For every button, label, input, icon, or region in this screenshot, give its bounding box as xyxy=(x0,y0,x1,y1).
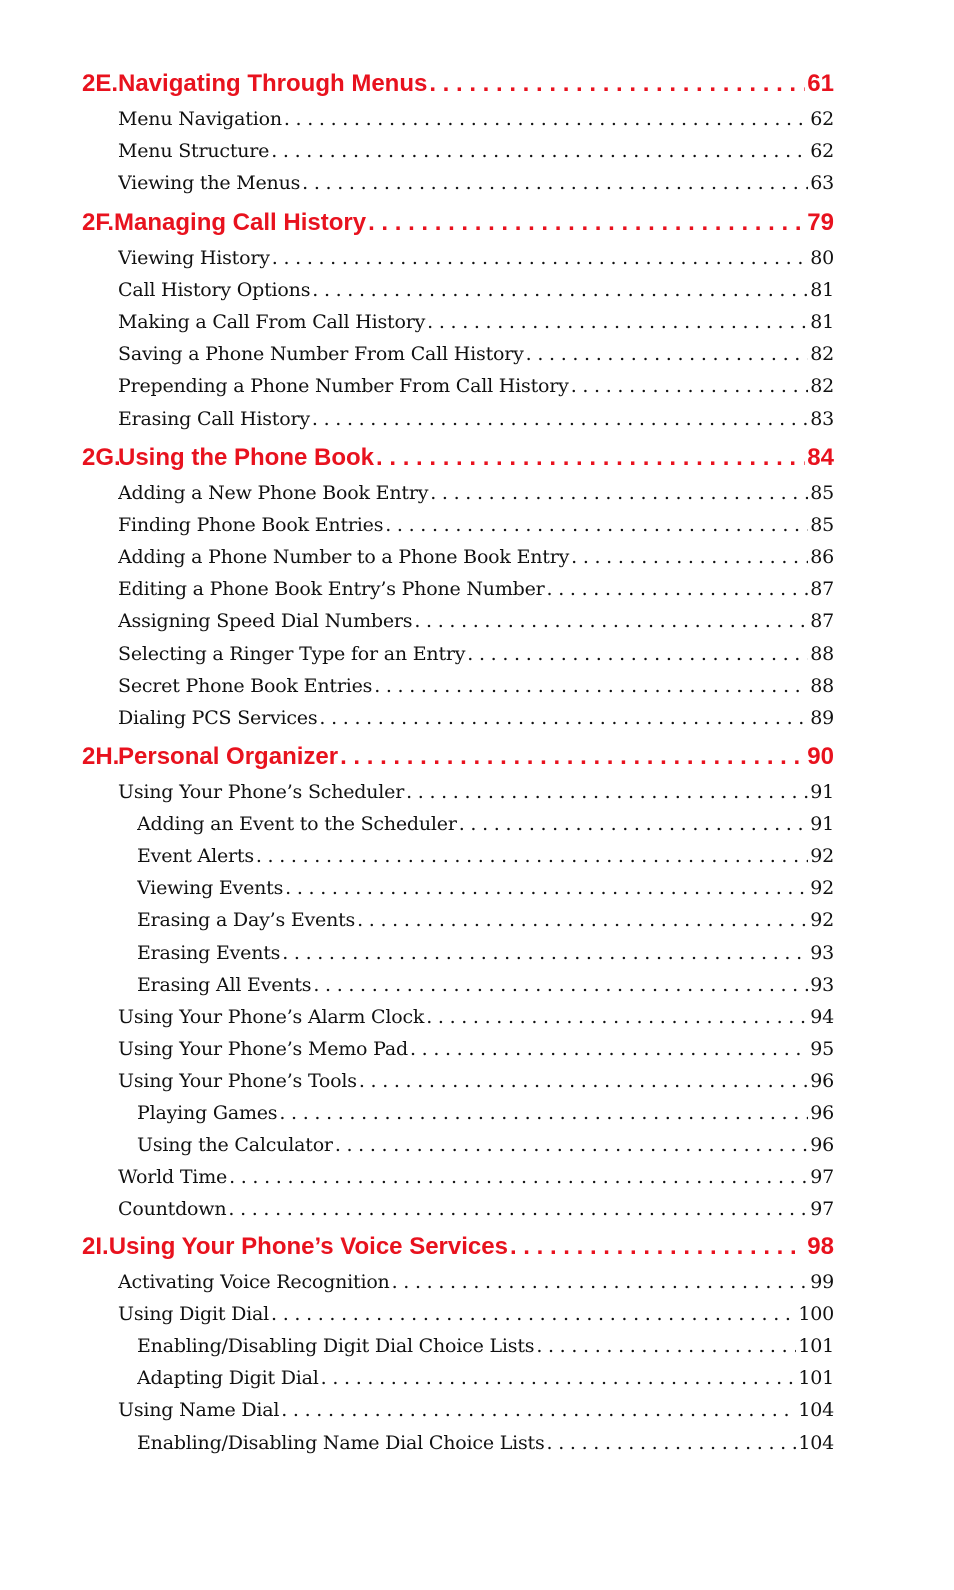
toc-entry[interactable] xyxy=(118,1006,834,1028)
toc-entry[interactable] xyxy=(118,172,834,194)
toc-entry[interactable] xyxy=(137,974,834,996)
section-heading[interactable] xyxy=(82,209,834,237)
entry-title: Adding a Phone Number to a Phone Book Entry xyxy=(118,546,570,569)
entry-title: World Time xyxy=(118,1166,228,1189)
entry-page-number: 88 xyxy=(810,642,834,665)
entry-page-number: 96 xyxy=(810,1069,834,1092)
dot-leader xyxy=(467,643,808,665)
entry-title: Editing a Phone Book Entry’s Phone Number xyxy=(118,578,545,601)
dot-leader xyxy=(319,707,808,729)
section-number: 2E. xyxy=(82,70,119,97)
entry-page-number: 93 xyxy=(810,941,834,964)
entry-title: Selecting a Ringer Type for an Entry xyxy=(118,642,466,665)
toc-entry[interactable] xyxy=(137,1134,834,1156)
section-heading[interactable] xyxy=(82,444,834,472)
toc-entry[interactable] xyxy=(118,707,834,729)
dot-leader xyxy=(228,1198,808,1220)
dot-leader xyxy=(368,209,805,237)
entry-title: Saving a Phone Number From Call History xyxy=(118,343,524,366)
entry-page-number: 101 xyxy=(798,1335,834,1358)
entry-title: Using Name Dial xyxy=(118,1399,280,1422)
toc-entry[interactable] xyxy=(137,877,834,899)
entry-page-number: 85 xyxy=(810,514,834,537)
entry-title: Adding a New Phone Book Entry xyxy=(118,482,429,504)
entry-title: Call History Options xyxy=(118,279,311,302)
entry-page-number: 82 xyxy=(810,375,834,398)
entry-page-number: 96 xyxy=(810,1102,834,1124)
entry-page-number: 96 xyxy=(810,1134,834,1157)
dot-leader xyxy=(414,610,808,632)
entry-title: Using the Calculator xyxy=(137,1134,333,1157)
dot-leader xyxy=(359,1070,808,1092)
section-title: Personal Organizer xyxy=(118,743,339,770)
toc-entry[interactable] xyxy=(118,514,834,536)
entry-title: Playing Games xyxy=(137,1102,278,1124)
toc-entry[interactable] xyxy=(118,311,834,333)
entry-page-number: 62 xyxy=(810,108,834,130)
entry-title: Adapting Digit Dial xyxy=(137,1367,319,1390)
entry-page-number: 97 xyxy=(810,1166,834,1189)
dot-leader xyxy=(256,845,808,867)
section-page-number: 61 xyxy=(807,70,834,97)
entry-title: Erasing All Events xyxy=(137,973,312,996)
dot-leader xyxy=(536,1335,796,1357)
entry-page-number: 94 xyxy=(810,1005,834,1028)
toc-entry[interactable] xyxy=(137,942,834,964)
entry-page-number: 81 xyxy=(810,311,834,334)
toc-entry[interactable] xyxy=(118,643,834,665)
section-page-number: 90 xyxy=(807,743,834,770)
toc-entry[interactable] xyxy=(118,546,834,568)
dot-leader xyxy=(385,514,808,536)
toc-entry[interactable] xyxy=(137,1432,834,1454)
toc-entry[interactable] xyxy=(118,675,834,697)
entry-title: Finding Phone Book Entries xyxy=(118,514,384,537)
toc-entry[interactable] xyxy=(118,482,834,504)
dot-leader xyxy=(571,375,809,397)
entry-page-number: 82 xyxy=(810,343,834,366)
entry-page-number: 85 xyxy=(810,482,834,504)
entry-title: Erasing a Day’s Events xyxy=(137,909,356,932)
dot-leader xyxy=(547,578,809,600)
entry-title: Event Alerts xyxy=(137,845,254,868)
section-title: Using the Phone Book xyxy=(118,444,375,471)
toc-entry[interactable] xyxy=(118,375,834,397)
dot-leader xyxy=(410,1038,808,1060)
entry-title: Menu Structure xyxy=(118,140,270,163)
dot-leader xyxy=(340,743,805,771)
toc-entry[interactable] xyxy=(118,1399,834,1421)
dot-leader xyxy=(426,1006,808,1028)
dot-leader xyxy=(272,247,808,269)
dot-leader xyxy=(302,172,808,194)
section-heading[interactable] xyxy=(82,743,834,771)
entry-page-number: 101 xyxy=(798,1367,834,1390)
dot-leader xyxy=(313,974,808,996)
entry-title: Adding an Event to the Scheduler xyxy=(137,813,457,836)
toc-entry[interactable] xyxy=(137,1367,834,1389)
dot-leader xyxy=(279,1102,808,1124)
toc-entry[interactable] xyxy=(118,1303,834,1325)
entry-title: Activating Voice Recognition xyxy=(118,1271,390,1293)
dot-leader xyxy=(510,1233,805,1261)
dot-leader xyxy=(429,70,805,98)
entry-page-number: 63 xyxy=(810,172,834,195)
dot-leader xyxy=(281,1399,796,1421)
entry-title: Menu Navigation xyxy=(118,108,282,130)
dot-leader xyxy=(547,1432,797,1454)
dot-leader xyxy=(357,909,808,931)
entry-title: Secret Phone Book Entries xyxy=(118,674,373,697)
entry-title: Viewing History xyxy=(118,247,270,269)
dot-leader xyxy=(571,546,808,568)
entry-title: Using Your Phone’s Scheduler xyxy=(118,781,405,803)
toc-entry[interactable] xyxy=(118,781,834,803)
dot-leader xyxy=(335,1134,808,1156)
section-page-number: 79 xyxy=(807,209,834,236)
entry-page-number: 104 xyxy=(798,1431,834,1454)
dot-leader xyxy=(430,482,808,504)
dot-leader xyxy=(285,877,808,899)
section-page-number: 98 xyxy=(807,1233,834,1260)
entry-title: Erasing Events xyxy=(137,941,281,964)
toc-entry[interactable] xyxy=(118,1038,834,1060)
dot-leader xyxy=(374,675,808,697)
toc-entry[interactable] xyxy=(118,247,834,269)
dot-leader xyxy=(321,1367,797,1389)
entry-page-number: 87 xyxy=(810,578,834,601)
entry-page-number: 92 xyxy=(810,909,834,932)
dot-leader xyxy=(376,444,805,472)
entry-title: Using Digit Dial xyxy=(118,1303,270,1326)
section-heading[interactable] xyxy=(82,70,834,98)
entry-page-number: 91 xyxy=(810,813,834,836)
entry-title: Using Your Phone’s Tools xyxy=(118,1069,357,1092)
dot-leader xyxy=(459,813,808,835)
entry-title: Erasing Call History xyxy=(118,407,310,430)
entry-title: Using Your Phone’s Memo Pad xyxy=(118,1037,408,1060)
entry-page-number: 91 xyxy=(810,781,834,803)
toc-entry[interactable] xyxy=(118,408,834,430)
entry-page-number: 95 xyxy=(810,1037,834,1060)
dot-leader xyxy=(271,140,808,162)
section-number: 2F. xyxy=(82,209,115,236)
dot-leader xyxy=(406,781,808,803)
entry-page-number: 99 xyxy=(810,1271,834,1293)
dot-leader xyxy=(427,311,808,333)
entry-title: Prepending a Phone Number From Call History xyxy=(118,375,569,398)
toc-entry[interactable] xyxy=(118,108,834,130)
toc-entry[interactable] xyxy=(118,279,834,301)
section-number: 2G. xyxy=(82,444,121,471)
entry-title: Viewing Events xyxy=(137,877,284,900)
entry-title: Countdown xyxy=(118,1198,227,1221)
toc-entry[interactable] xyxy=(137,1335,834,1357)
dot-leader xyxy=(392,1271,809,1293)
entry-title: Assigning Speed Dial Numbers xyxy=(118,610,413,633)
entry-page-number: 92 xyxy=(810,877,834,900)
entry-page-number: 88 xyxy=(810,674,834,697)
toc-entry[interactable] xyxy=(137,909,834,931)
toc-entry[interactable] xyxy=(118,1271,834,1293)
entry-page-number: 80 xyxy=(810,247,834,269)
entry-page-number: 83 xyxy=(810,407,834,430)
entry-page-number: 62 xyxy=(810,140,834,163)
dot-leader xyxy=(312,279,808,301)
entry-page-number: 104 xyxy=(798,1399,834,1422)
toc-entry[interactable] xyxy=(118,578,834,600)
section-title: Managing Call History xyxy=(114,209,367,236)
section-title: Using Your Phone’s Voice Services xyxy=(108,1233,508,1260)
toc-entry[interactable] xyxy=(118,1166,834,1188)
toc-entry[interactable] xyxy=(137,845,834,867)
toc-entry[interactable] xyxy=(118,1198,834,1220)
toc-entry[interactable] xyxy=(118,140,834,162)
dot-leader xyxy=(526,343,809,365)
dot-leader xyxy=(282,942,808,964)
dot-leader xyxy=(312,408,808,430)
entry-page-number: 81 xyxy=(810,279,834,302)
entry-page-number: 100 xyxy=(798,1303,834,1326)
entry-page-number: 93 xyxy=(810,973,834,996)
dot-leader xyxy=(284,108,808,130)
section-page-number: 84 xyxy=(807,444,834,471)
dot-leader xyxy=(271,1303,796,1325)
entry-title: Enabling/Disabling Name Dial Choice Lists xyxy=(137,1431,545,1454)
entry-title: Viewing the Menus xyxy=(118,172,301,195)
entry-page-number: 89 xyxy=(810,706,834,729)
entry-title: Enabling/Disabling Digit Dial Choice Lists xyxy=(137,1335,535,1358)
entry-page-number: 86 xyxy=(810,546,834,569)
dot-leader xyxy=(229,1166,808,1188)
toc-entry[interactable] xyxy=(118,610,834,632)
toc-entry[interactable] xyxy=(118,343,834,365)
toc-entry[interactable] xyxy=(118,1070,834,1092)
entry-page-number: 87 xyxy=(810,610,834,633)
section-title: Navigating Through Menus xyxy=(118,70,428,97)
entry-page-number: 92 xyxy=(810,845,834,868)
section-number: 2I. xyxy=(82,1233,109,1260)
entry-title: Making a Call From Call History xyxy=(118,311,426,334)
entry-title: Dialing PCS Services xyxy=(118,706,318,729)
section-heading[interactable] xyxy=(82,1233,834,1261)
entry-title: Using Your Phone’s Alarm Clock xyxy=(118,1005,425,1028)
section-number: 2H. xyxy=(82,743,120,770)
toc-entry[interactable] xyxy=(137,1102,834,1124)
toc-entry[interactable] xyxy=(137,813,834,835)
entry-page-number: 97 xyxy=(810,1198,834,1221)
